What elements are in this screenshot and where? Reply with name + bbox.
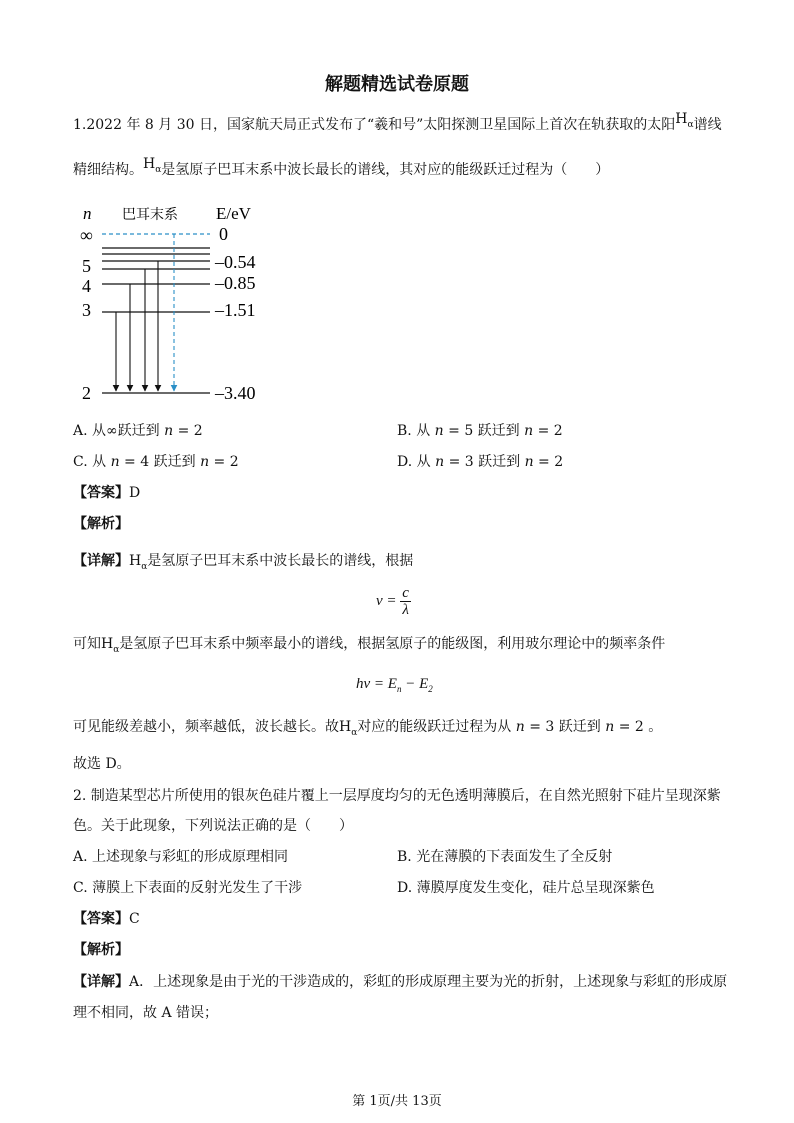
q1-option-c[interactable]: C. 从 n = 4 跃迁到 n = 2 xyxy=(73,454,239,470)
q2-option-b[interactable]: B. 光在薄膜的下表面发生了全反射 xyxy=(397,849,613,865)
q1-stem-text2b: 是氢原子巴耳末系中波长最长的谱线，其对应的能级跃迁过程为（ ） xyxy=(161,162,610,178)
q1-stem-text1: 2022 年 8 月 30 日，国家航天局正式发布了“羲和号”太阳探测卫星国际上首次在轨获取的太阳 xyxy=(86,117,676,133)
e-label-054: –0.54 xyxy=(215,252,256,272)
n-label-5: 5 xyxy=(82,256,91,276)
formula-frequency: ν = $\frac{c}{\lambda}$ xyxy=(376,585,409,618)
e-label-340: –3.40 xyxy=(215,383,256,403)
q2-option-c[interactable]: C. 薄膜上下表面的反射光发生了干涉 xyxy=(73,880,303,896)
e-label-085: –0.85 xyxy=(215,273,256,293)
e-label-0: 0 xyxy=(219,224,228,244)
q1-stem-tail: 谱线 xyxy=(693,117,722,133)
page-footer: 第 1页/共 13页 xyxy=(352,1094,442,1109)
q1-number: 1. xyxy=(73,117,87,133)
q1-detail-line3: 可见能级差越小，频率越低，波长越长。故$H_\alpha$对应的能级跃迁过程为从 n = 3 跃迁到 n = 2 。 xyxy=(73,719,663,738)
q1-option-d[interactable]: D. 从 n = 3 跃迁到 n = 2 xyxy=(397,454,564,470)
h-alpha-symbol: $H_\alpha$ xyxy=(101,636,120,655)
energy-level-diagram xyxy=(70,200,290,410)
page-title: 解题精选试卷原题 xyxy=(325,74,469,95)
q1-answer: 【答案】D xyxy=(73,485,141,501)
q1-stem-text2a: 精细结构。 xyxy=(73,162,143,178)
q2-detail-line2: 理不相同，故 A 错误； xyxy=(73,1005,219,1021)
h-alpha-symbol: $H_\alpha$ xyxy=(129,553,148,572)
q1-option-b[interactable]: B. 从 n = 5 跃迁到 n = 2 xyxy=(397,423,563,439)
h-alpha-symbol: $H_\alpha$ xyxy=(339,719,358,738)
q2-stem-line2: 色。关于此现象，下列说法正确的是（ ） xyxy=(73,818,353,834)
q2-detail-line1: 【详解】A．上述现象是由于光的干涉造成的，彩虹的形成原理主要为光的折射，上述现象与彩虹的形成原 xyxy=(73,974,728,990)
q2-option-a[interactable]: A. 上述现象与彩虹的形成原理相同 xyxy=(73,849,289,865)
q1-detail-line2: 可知$H_\alpha$是氢原子巴耳末系中频率最小的谱线，根据氢原子的能级图，利用玻尔理论中的频率条件 xyxy=(73,636,666,655)
h-alpha-symbol: $H_\alpha$ xyxy=(675,111,694,130)
q1-stem-line2 xyxy=(73,156,610,186)
q1-conclusion: 故选 D。 xyxy=(73,756,131,772)
n-label-2: 2 xyxy=(82,383,91,403)
q1-option-a[interactable]: A. 从∞跃迁到 n = 2 xyxy=(73,423,203,439)
energy-axis-label: E/eV xyxy=(216,204,251,223)
formula-bohr: $h\nu = E_n - E_2$ xyxy=(356,676,433,694)
q2-analysis-tag: 【解析】 xyxy=(73,942,129,958)
n-label-3: 3 xyxy=(82,300,91,320)
q2-option-d[interactable]: D. 薄膜厚度发生变化，硅片总呈现深紫色 xyxy=(397,880,655,896)
series-label: 巴耳末系 xyxy=(122,207,178,223)
q1-stem-line1 xyxy=(73,111,722,141)
q2-stem-line1: 2. 制造某型芯片所使用的银灰色硅片覆上一层厚度均匀的无色透明薄膜后，在自然光照射下硅片呈现深紫 xyxy=(73,788,721,804)
q1-detail-line1: 【详解】$H_\alpha$是氢原子巴耳末系中波长最长的谱线，根据 xyxy=(73,553,414,572)
n-label-4: 4 xyxy=(82,276,91,296)
h-alpha-symbol: $H_\alpha$ xyxy=(143,156,162,175)
n-axis-label: n xyxy=(83,204,92,223)
n-label-inf: ∞ xyxy=(80,225,93,245)
e-label-151: –1.51 xyxy=(215,300,256,320)
q1-analysis-tag: 【解析】 xyxy=(73,516,129,532)
q2-answer: 【答案】C xyxy=(73,911,140,927)
